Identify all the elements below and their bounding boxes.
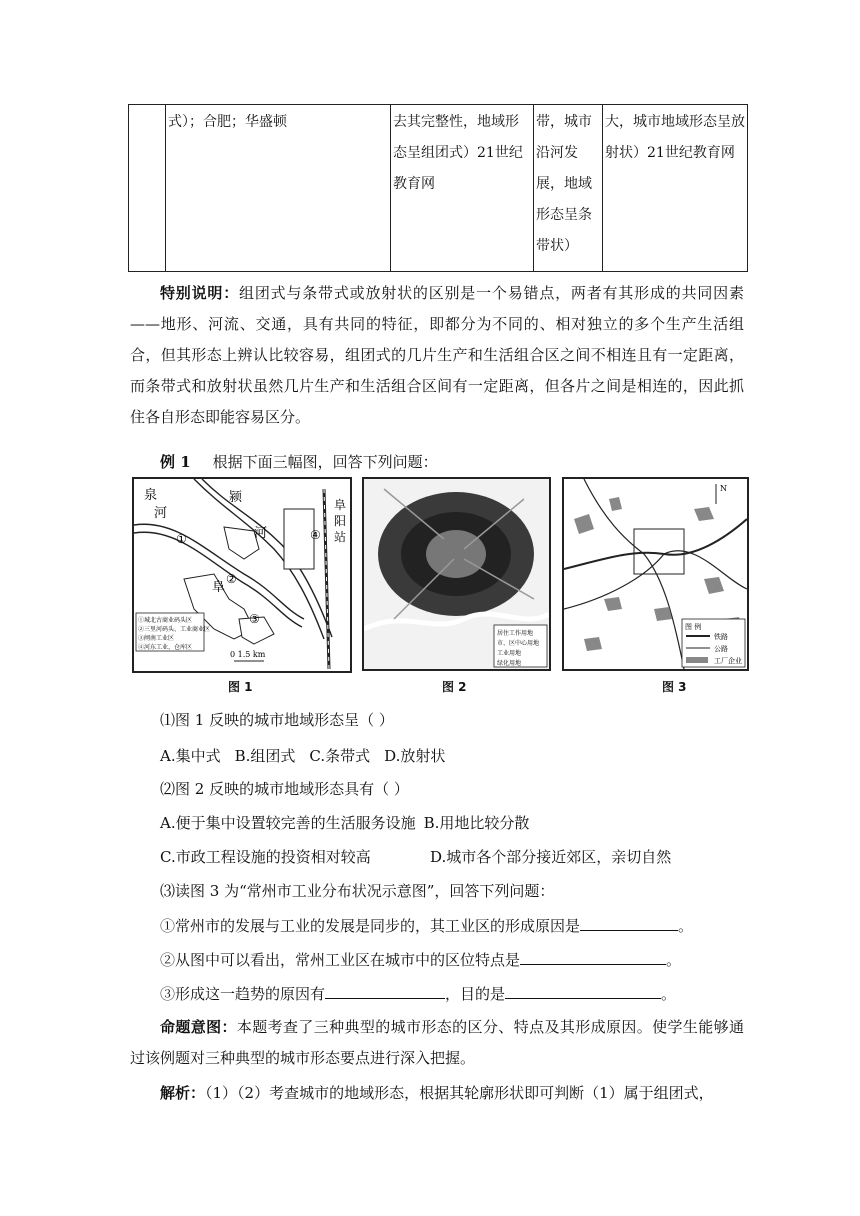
q3-item-3 xyxy=(160,984,676,1004)
q1-option-b[interactable]: B.组团式 xyxy=(234,747,296,765)
table-cell: 去其完整性，地域形态呈组团式）21世纪教育网 xyxy=(391,105,534,272)
period: 。 xyxy=(678,917,694,935)
figure-3-map xyxy=(562,477,749,671)
fig1-label: 阜 xyxy=(212,580,226,595)
answer-blank[interactable] xyxy=(325,984,445,999)
q3-item-2 xyxy=(160,950,681,970)
fig1-legend-item: ③闸南工业区 xyxy=(138,635,175,642)
q2-option-b[interactable]: B.用地比较分散 xyxy=(423,814,530,832)
intent-text: 本题考查了三种典型的城市形态的区分、特点及其形成原因。使学生能够通过该例题对三种典型的城市形态要点进行深入把握。 xyxy=(130,1018,744,1067)
fig3-legend-item: 工厂企业 xyxy=(714,657,742,665)
fig2-legend-item: 市、区中心用地 xyxy=(497,640,540,647)
table-cell: 大，城市地域形态呈放射状）21世纪教育网 xyxy=(603,105,748,272)
q1-option-d[interactable]: D.放射状 xyxy=(384,747,446,765)
analysis-paragraph xyxy=(130,1078,744,1109)
fig1-label: ④ xyxy=(310,528,321,542)
q1-stem: ⑴图 1 反映的城市地域形态呈（ ） xyxy=(160,711,394,729)
fig1-label: 颍 xyxy=(229,490,243,505)
fig1-label: ③ xyxy=(249,612,260,626)
period: 。 xyxy=(661,985,677,1003)
q3-item-1-text: ①常州市的发展与工业的发展是同步的，其工业区的形成原因是 xyxy=(160,917,581,935)
answer-blank[interactable] xyxy=(520,950,666,965)
example-text: 根据下面三幅图，回答下列问题： xyxy=(212,453,438,471)
period: 。 xyxy=(666,951,682,969)
fig2-legend-item: 工业用地 xyxy=(497,650,522,657)
example-heading xyxy=(160,452,438,472)
fig1-label: 阜 xyxy=(334,498,347,512)
fig3-legend-item: 公路 xyxy=(714,645,728,653)
fig1-scale: 0 1.5 km xyxy=(230,650,266,659)
fig1-label: ① xyxy=(176,532,187,546)
q2-options-row2 xyxy=(160,847,671,867)
fig1-label: ② xyxy=(226,572,237,586)
fig1-label: 阳 xyxy=(334,514,347,528)
intent-label: 命题意图： xyxy=(160,1018,237,1036)
fig2-legend-item: 绿化用地 xyxy=(497,660,522,667)
q2-option-d[interactable]: D.城市各个部分接近郊区，亲切自然 xyxy=(430,848,672,866)
fig3-legend-title: 图 例 xyxy=(685,623,702,631)
fig1-label: 河 xyxy=(254,526,268,541)
figure-2-svg xyxy=(364,479,549,669)
table-row xyxy=(129,105,748,272)
fig1-label: 河 xyxy=(154,506,168,521)
table-cell: 式）；合肥；华盛顿 xyxy=(166,105,391,272)
q3-item-3-text: ③形成这一趋势的原因有 xyxy=(160,985,326,1003)
q3-stem: ⑶读图 3 为“常州市工业分布状况示意图”，回答下列问题： xyxy=(160,882,555,900)
table-cell-empty xyxy=(129,105,166,272)
fig1-label: 站 xyxy=(334,530,347,544)
special-note xyxy=(130,278,744,433)
q2-stem: ⑵图 2 反映的城市地域形态具有（ ） xyxy=(160,780,409,798)
intent-paragraph xyxy=(130,1012,744,1074)
answer-blank[interactable] xyxy=(505,984,661,999)
figure-1-svg xyxy=(134,479,350,671)
q1-option-a[interactable]: A.集中式 xyxy=(160,747,221,765)
special-note-text: 组团式与条带式或放射状的区别是一个易错点，两者有其形成的共同因素——地形、河流、交通，具有共同的特征，即都分为不同的、相对独立的多个生产生活组合，但其形态上辨认比较容易，组团式的几片生产和生活组合区之间不相连且有一定距离，而条带式和放射状虽然几片生产和生活组合区间有一定距离，但各片之间是相连的，因此抓住各自形态即能容易区分。 xyxy=(130,284,744,426)
figure-3-caption: 图 3 xyxy=(662,680,687,694)
q1-option-c[interactable]: C.条带式 xyxy=(309,747,371,765)
figure-1-caption: 图 1 xyxy=(228,680,253,694)
figure-2-map xyxy=(362,477,551,671)
figure-1-map xyxy=(132,477,352,673)
fig2-legend-item: 居住工作用地 xyxy=(497,630,534,637)
fig3-legend-item: 铁路 xyxy=(714,633,728,641)
figure-2-caption: 图 2 xyxy=(442,680,467,694)
answer-blank[interactable] xyxy=(580,916,678,931)
q3-item-3-text-b: ，目的是 xyxy=(445,985,506,1003)
fig1-label: 泉 xyxy=(144,488,158,503)
fig1-legend-item: ①城北古商业码头区 xyxy=(138,617,193,624)
q1-options xyxy=(160,746,445,766)
q2-option-a[interactable]: A.便于集中设置较完善的生活服务设施 xyxy=(160,814,416,832)
figure-3-svg xyxy=(564,479,747,669)
analysis-text: （1）（2）考查城市的地域形态，根据其轮廓形状即可判断（1）属于组团式， xyxy=(205,1084,714,1102)
q3-item-1 xyxy=(160,916,693,936)
fig1-legend-item: ②三里河码头、工业商业区 xyxy=(138,626,211,633)
table-cell: 带，城市沿河发展，地域形态呈条带状） xyxy=(534,105,603,272)
q3-item-2-text: ②从图中可以看出，常州工业区在城市中的区位特点是 xyxy=(160,951,521,969)
analysis-label: 解析： xyxy=(160,1084,206,1102)
q2-option-c[interactable]: C.市政工程设施的投资相对较高 xyxy=(160,848,371,866)
fig3-north: N xyxy=(720,484,727,493)
q2-options-row1 xyxy=(160,813,529,833)
example-label: 例 1 xyxy=(160,453,191,471)
fig1-legend-item: ④河东工业、仓库区 xyxy=(138,644,193,651)
special-note-label: 特别说明： xyxy=(160,284,240,302)
comparison-table xyxy=(128,104,748,272)
